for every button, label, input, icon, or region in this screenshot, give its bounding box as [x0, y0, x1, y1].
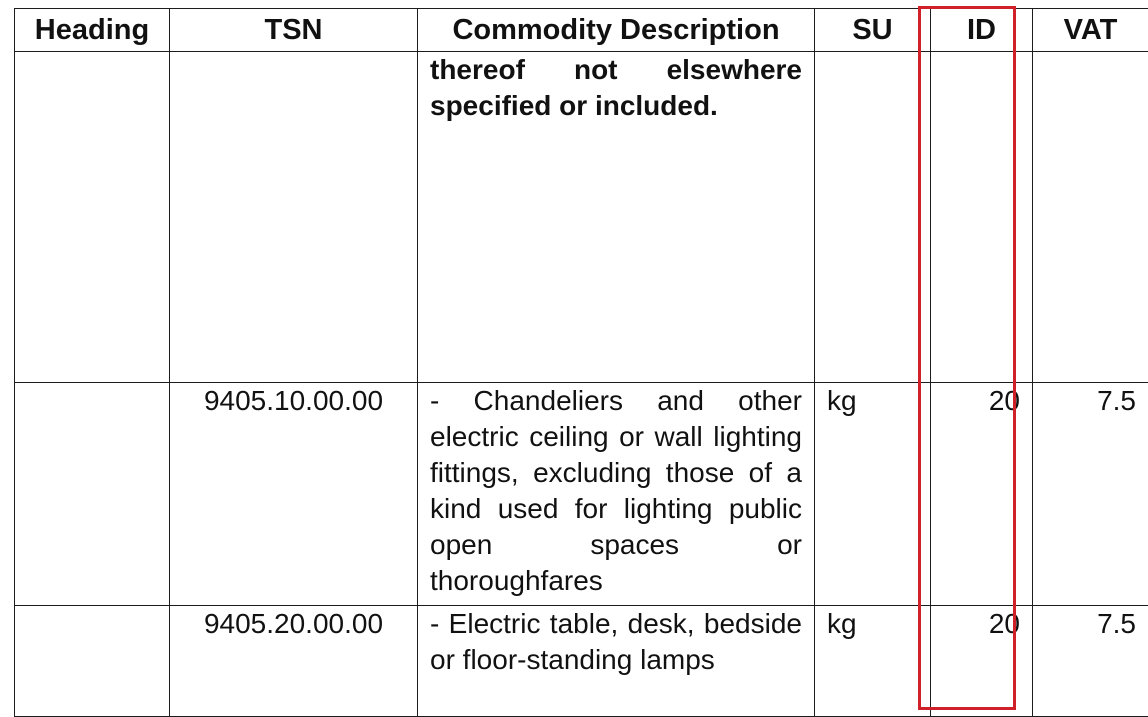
cell-heading: [15, 383, 170, 606]
cell-id: 20: [931, 606, 1033, 717]
header-heading: Heading: [15, 9, 170, 52]
cell-id: 20: [931, 383, 1033, 606]
header-commodity-description: Commodity Description: [418, 9, 815, 52]
cell-description: - Chandeliers and other electric ceiling or wall lighting fittings, excluding those of a kind used for lighting public open spaces or thoroughfares: [418, 383, 815, 606]
table-row: [15, 383, 1148, 606]
table-row: [15, 52, 1148, 383]
table-header-row: [15, 9, 1148, 52]
cell-heading: [15, 606, 170, 717]
header-vat: VAT: [1033, 9, 1148, 52]
cell-vat: [1033, 52, 1148, 383]
cell-description: - Electric table, desk, bedside or floor-standing lamps: [418, 606, 815, 717]
cell-heading: [15, 52, 170, 383]
cell-tsn: 9405.20.00.00: [170, 606, 418, 717]
cell-su: kg: [815, 383, 931, 606]
cell-su: kg: [815, 606, 931, 717]
cell-description: thereof not elsewhere specified or included.: [418, 52, 815, 383]
tariff-table: [14, 8, 1148, 717]
cell-su: [815, 52, 931, 383]
cell-id: [931, 52, 1033, 383]
header-su: SU: [815, 9, 931, 52]
cell-tsn: 9405.10.00.00: [170, 383, 418, 606]
cell-tsn: [170, 52, 418, 383]
header-id: ID: [931, 9, 1033, 52]
cell-vat: 7.5: [1033, 383, 1148, 606]
header-tsn: TSN: [170, 9, 418, 52]
tariff-table-container: [14, 8, 1148, 716]
cell-vat: 7.5: [1033, 606, 1148, 717]
table-row: [15, 606, 1148, 717]
